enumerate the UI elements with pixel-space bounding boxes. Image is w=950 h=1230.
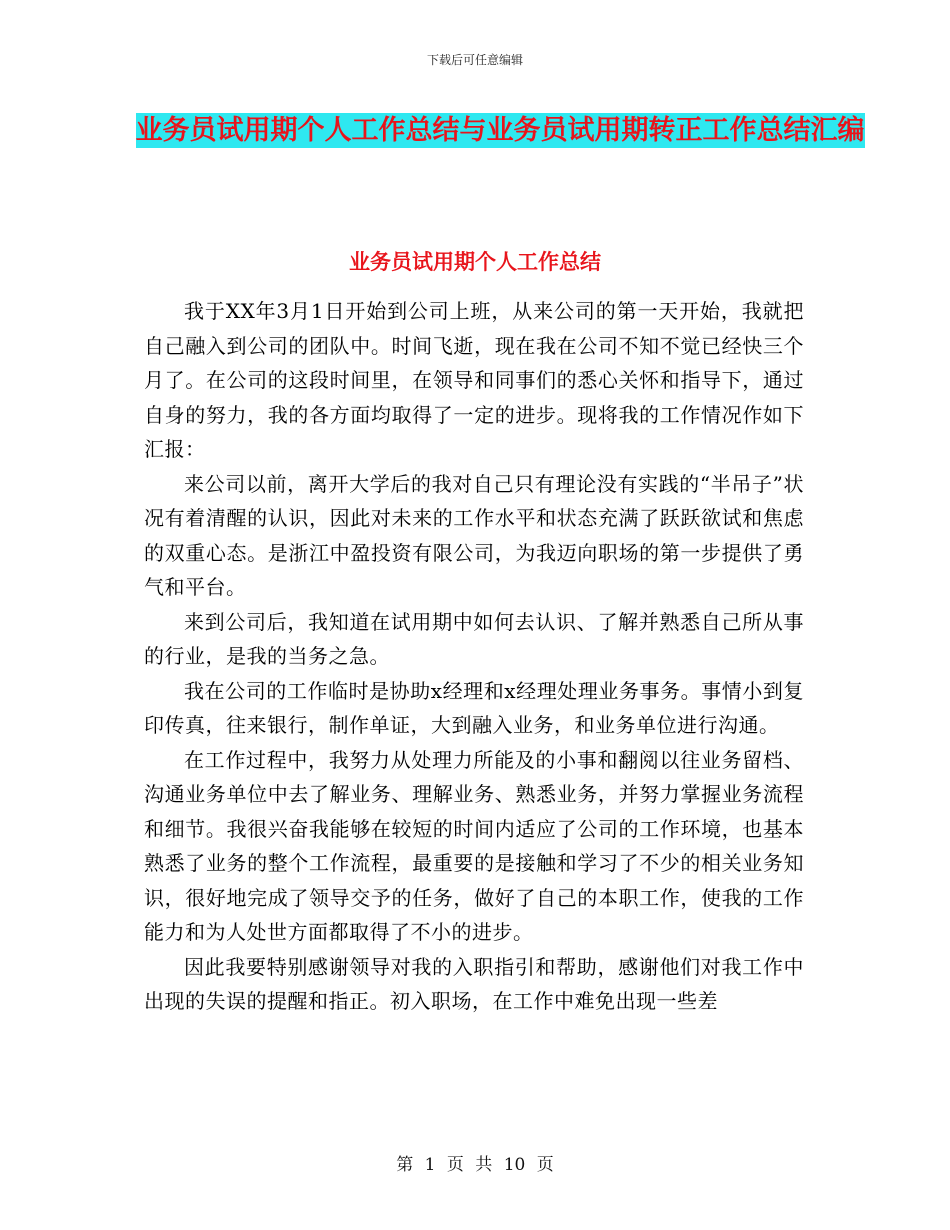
document-title-text: 业务员试用期个人工作总结与业务员试用期转正工作总结汇编 (135, 115, 865, 146)
page-number-footer: 第 1 页 共 10 页 (396, 1155, 554, 1175)
document-title (130, 106, 870, 156)
paragraph: 我在公司的工作临时是协助x经理和x经理处理业务事务。事情小到复印传真，往来银行，制作单证，大到融入业务，和业务单位进行沟通。 (144, 678, 804, 737)
paragraph: 来到公司后，我知道在试用期中如何去认识、了解并熟悉自己所从事的行业，是我的当务之急。 (144, 609, 804, 668)
header-note: 下载后可任意编辑 (426, 53, 523, 67)
paragraph: 我于XX年3月1日开始到公司上班，从来公司的第一天开始，我就把自己融入到公司的团队中。时间飞逝，现在我在公司不知不觉已经快三个月了。在公司的这段时间里，在领导和同事们的悉心关怀和指导下，通过自身的努力，我的各方面均取得了一定的进步。现将我的工作情况作如下汇报： (144, 299, 804, 461)
document-body (144, 294, 804, 1019)
paragraph: 来公司以前，离开大学后的我对自己只有理论没有实践的“半吊子”状况有着清醒的认识，因此对未来的工作水平和状态充满了跃跃欲试和焦虑的双重心态。是浙江中盈投资有限公司，为我迈向职场的第一步提供了勇气和平台。 (144, 471, 804, 599)
paragraph: 因此我要特别感谢领导对我的入职指引和帮助，感谢他们对我工作中出现的失误的提醒和指正。初入职场，在工作中难免出现一些差 (144, 954, 804, 1013)
paragraph: 在工作过程中，我努力从处理力所能及的小事和翻阅以往业务留档、沟通业务单位中去了解业务、理解业务、熟悉业务，并努力掌握业务流程和细节。我很兴奋我能够在较短的时间内适应了公司的工作环境，也基本熟悉了业务的整个工作流程，最重要的是接触和学习了不少的相关业务知识，很好地完成了领导交予的任务，做好了自己的本职工作，使我的工作能力和为人处世方面都取得了不小的进步。 (144, 747, 804, 944)
section-title: 业务员试用期个人工作总结 (349, 250, 601, 274)
